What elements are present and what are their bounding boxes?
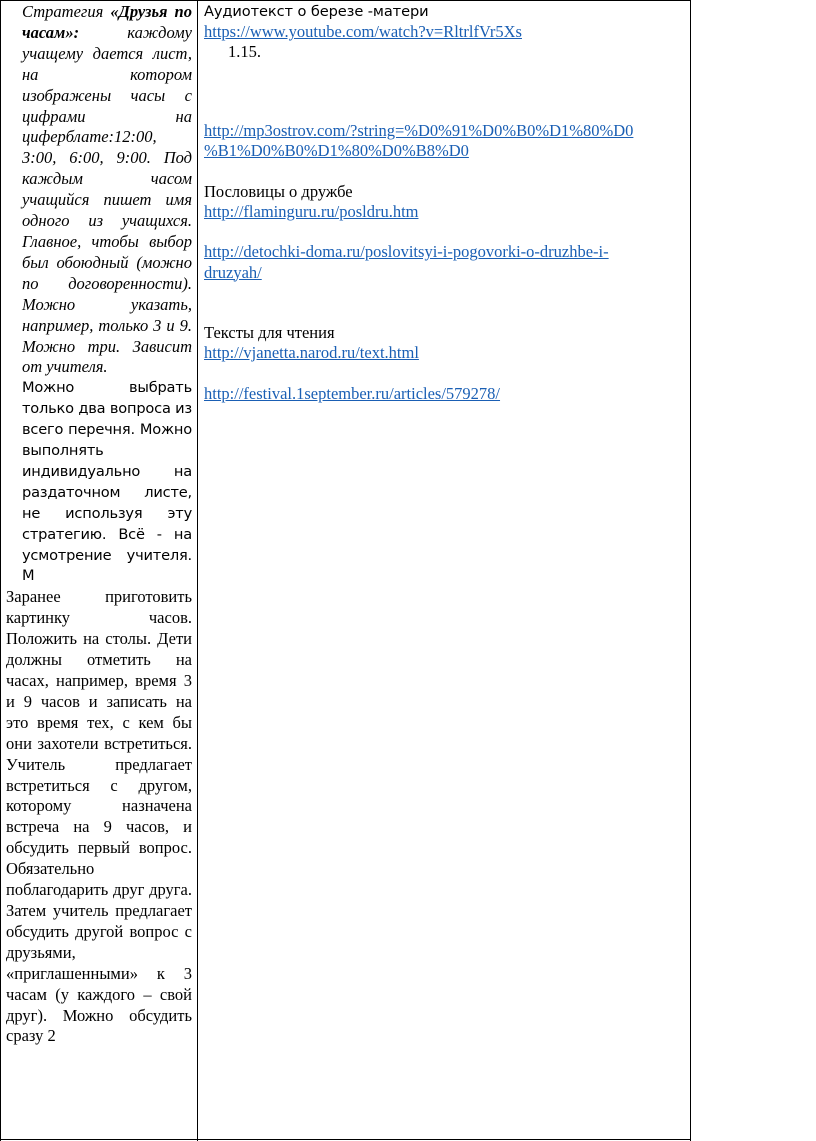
right-cell [204, 2, 686, 404]
table-border-bottom [0, 1139, 691, 1140]
item-number: 1.15. [228, 42, 261, 62]
table-column-divider [197, 0, 198, 1141]
festival-link[interactable]: http://festival.1september.ru/articles/579278/ [204, 383, 501, 403]
audio-label: Аудиотекст о березе -матери [204, 3, 429, 20]
table-border-left [0, 0, 1, 1141]
strategy-text: каждому учащему дается лист, на котором изображены часы с цифрами на циферблате:12:00, 3:00, 6:00, 9:00. Под каждым часом учащийся пишет имя одного из учащихся. Главное, чтобы выбор был обоюдный (можно по договоренности). Можно указать, например, только 3 и 9. Можно три. Зависит от учителя. [22, 22, 192, 377]
left-cell [6, 2, 192, 1047]
teacher-note: Можно выбрать только два вопроса из всего перечня. Можно выполнять индивидуально на раздаточном листе, не используя эту стратегию. Всё - на усмотрение учителя. М [22, 379, 192, 585]
strategy-name: «Друзья по часам»: [22, 2, 192, 42]
detochki-link-line2[interactable]: druzyah/ [204, 262, 262, 282]
flaminguru-link[interactable]: http://flaminguru.ru/posldru.htm [204, 201, 419, 221]
mp3ostrov-link-line1[interactable]: http://mp3ostrov.com/?string=%D0%91%D0%B0%D1%80%D0 [204, 121, 634, 141]
table-border-top [0, 0, 691, 1]
proverbs-label: Пословицы о дружбе [204, 181, 353, 201]
table-border-right [690, 0, 691, 1141]
vjanetta-link[interactable]: http://vjanetta.narod.ru/text.html [204, 343, 419, 363]
lesson-instructions: Заранее приготовить картинку часов. Положить на столы. Дети должны отметить на часах, например, время 3 и 9 часов и записать на это время тех, с кем бы они захотели встретиться. Учитель предлагает встретиться с другом, которому назначена встреча на 9 часов, и обсудить первый вопрос. Обязательно поблагодарить друг друга. Затем учитель предлагает обсудить другой вопрос с друзьями, «приглашенными» к 3 часам (у каждого – свой друг). Можно обсудить сразу 2 [6, 587, 192, 1046]
strategy-description [22, 2, 192, 378]
texts-label: Тексты для чтения [204, 323, 335, 343]
youtube-link[interactable]: https://www.youtube.com/watch?v=RltrlfVr5Xs [204, 22, 522, 42]
strategy-intro: Стратегия [22, 2, 104, 21]
detochki-link-line1[interactable]: http://detochki-doma.ru/poslovitsyi-i-pogovorki-o-druzhbe-i- [204, 242, 609, 262]
mp3ostrov-link-line2[interactable]: %B1%D0%B0%D1%80%D0%B8%D0 [204, 141, 469, 161]
